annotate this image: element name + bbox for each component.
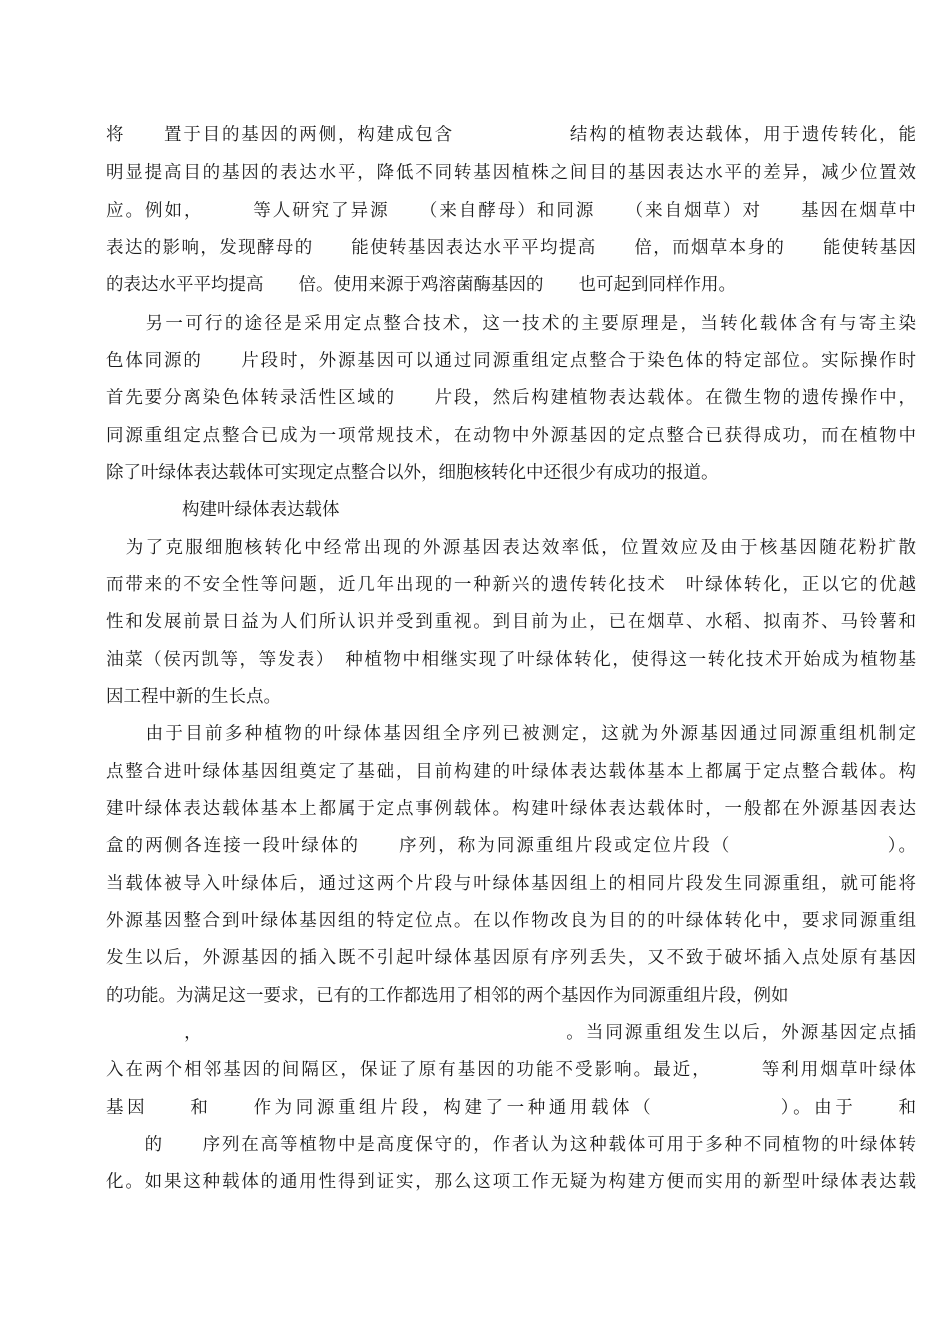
paragraph-line: 同源重组定点整合已成为一项常规技术，在动物中外源基因的定点整合已获得成功，而在植物中 <box>106 426 916 446</box>
paragraph-line: 性和发展前景日益为人们所认识并受到重视。到目前为止，已在烟草、水稻、拟南芥、马铃薯和 <box>106 612 916 632</box>
paragraph-line: 点整合进叶绿体基因组奠定了基础，目前构建的叶绿体表达载体基本上都属于定点整合载体。构 <box>106 762 916 782</box>
paragraph-line: 色体同源的 片段时，外源基因可以通过同源重组定点整合于染色体的特定部位。实际操作时 <box>106 351 916 371</box>
paragraph-line: 入在两个相邻基因的间隔区，保证了原有基因的功能不受影响。最近， 等利用烟草叶绿体 <box>106 1060 916 1080</box>
paragraph-line: 的表达水平平均提高 倍。使用来源于鸡溶菌酶基因的 也可起到同样作用。 <box>106 275 736 295</box>
paragraph-line: 将 置于目的基因的两侧，构建成包含 结构的植物表达载体，用于遗传转化，能 <box>106 125 916 145</box>
paragraph-line: 当载体被导入叶绿体后，通过这两个片段与叶绿体基因组上的相同片段发生同源重组，就可能将 <box>106 874 916 894</box>
paragraph-line: 应。例如， 等人研究了异源 （来自酵母）和同源 （来自烟草）对 基因在烟草中 <box>106 201 916 221</box>
paragraph-line: 首先要分离染色体转录活性区域的 片段，然后构建植物表达载体。在微生物的遗传操作中， <box>106 388 916 408</box>
paragraph-line: 油菜（侯丙凯等，等发表） 种植物中相继实现了叶绿体转化，使得这一转化技术开始成为植物基 <box>106 650 916 670</box>
paragraph-line: 建叶绿体表达载体基本上都属于定点事例载体。构建叶绿体表达载体时，一般都在外源基因表达 <box>106 799 916 819</box>
paragraph-line: ， 。当同源重组发生以后，外源基因定点插 <box>106 1023 916 1043</box>
paragraph-line: 化。如果这种载体的通用性得到证实，那么这项工作无疑为构建方便而实用的新型叶绿体表达载 <box>106 1172 916 1192</box>
paragraph-line: 另一可行的途径是采用定点整合技术，这一技术的主要原理是，当转化载体含有与寄主染 <box>106 314 916 334</box>
paragraph-line: 而带来的不安全性等问题，近几年出现的一种新兴的遗传转化技术 叶绿体转化，正以它的优越 <box>106 575 916 595</box>
paragraph-line: 为了克服细胞核转化中经常出现的外源基因表达效率低，位置效应及由于核基因随花粉扩散 <box>106 538 916 558</box>
paragraph-line: 发生以后，外源基因的插入既不引起叶绿体基因原有序列丢失，又不致于破坏插入点处原有基因 <box>106 948 916 968</box>
paragraph-line: 表达的影响，发现酵母的 能使转基因表达水平平均提高 倍，而烟草本身的 能使转基因 <box>106 238 916 258</box>
paragraph-line: 外源基因整合到叶绿体基因组的特定位点。在以作物改良为目的的叶绿体转化中，要求同源重组 <box>106 911 916 931</box>
paragraph-line: 除了叶绿体表达载体可实现定点整合以外，细胞核转化中还很少有成功的报道。 <box>106 463 719 483</box>
paragraph-line: 基因 和 作为同源重组片段，构建了一种通用载体（ ）。由于 和 <box>106 1098 916 1118</box>
paragraph-line: 盒的两侧各连接一段叶绿体的 序列，称为同源重组片段或定位片段（ ）。 <box>106 836 916 856</box>
paragraph-line: 的功能。为满足这一要求，已有的工作都选用了相邻的两个基因作为同源重组片段，例如 <box>106 986 789 1006</box>
section-heading: 构建叶绿体表达载体 <box>182 500 340 520</box>
paragraph-line: 明显提高目的基因的表达水平，降低不同转基因植株之间目的基因表达水平的差异，减少位置效 <box>106 163 916 183</box>
paragraph-line: 的 序列在高等植物中是高度保守的，作者认为这种载体可用于多种不同植物的叶绿体转 <box>106 1135 916 1155</box>
paragraph-line: 由于目前多种植物的叶绿体基因组全序列已被测定，这就为外源基因通过同源重组机制定 <box>106 724 916 744</box>
paragraph-line: 因工程中新的生长点。 <box>106 687 281 707</box>
